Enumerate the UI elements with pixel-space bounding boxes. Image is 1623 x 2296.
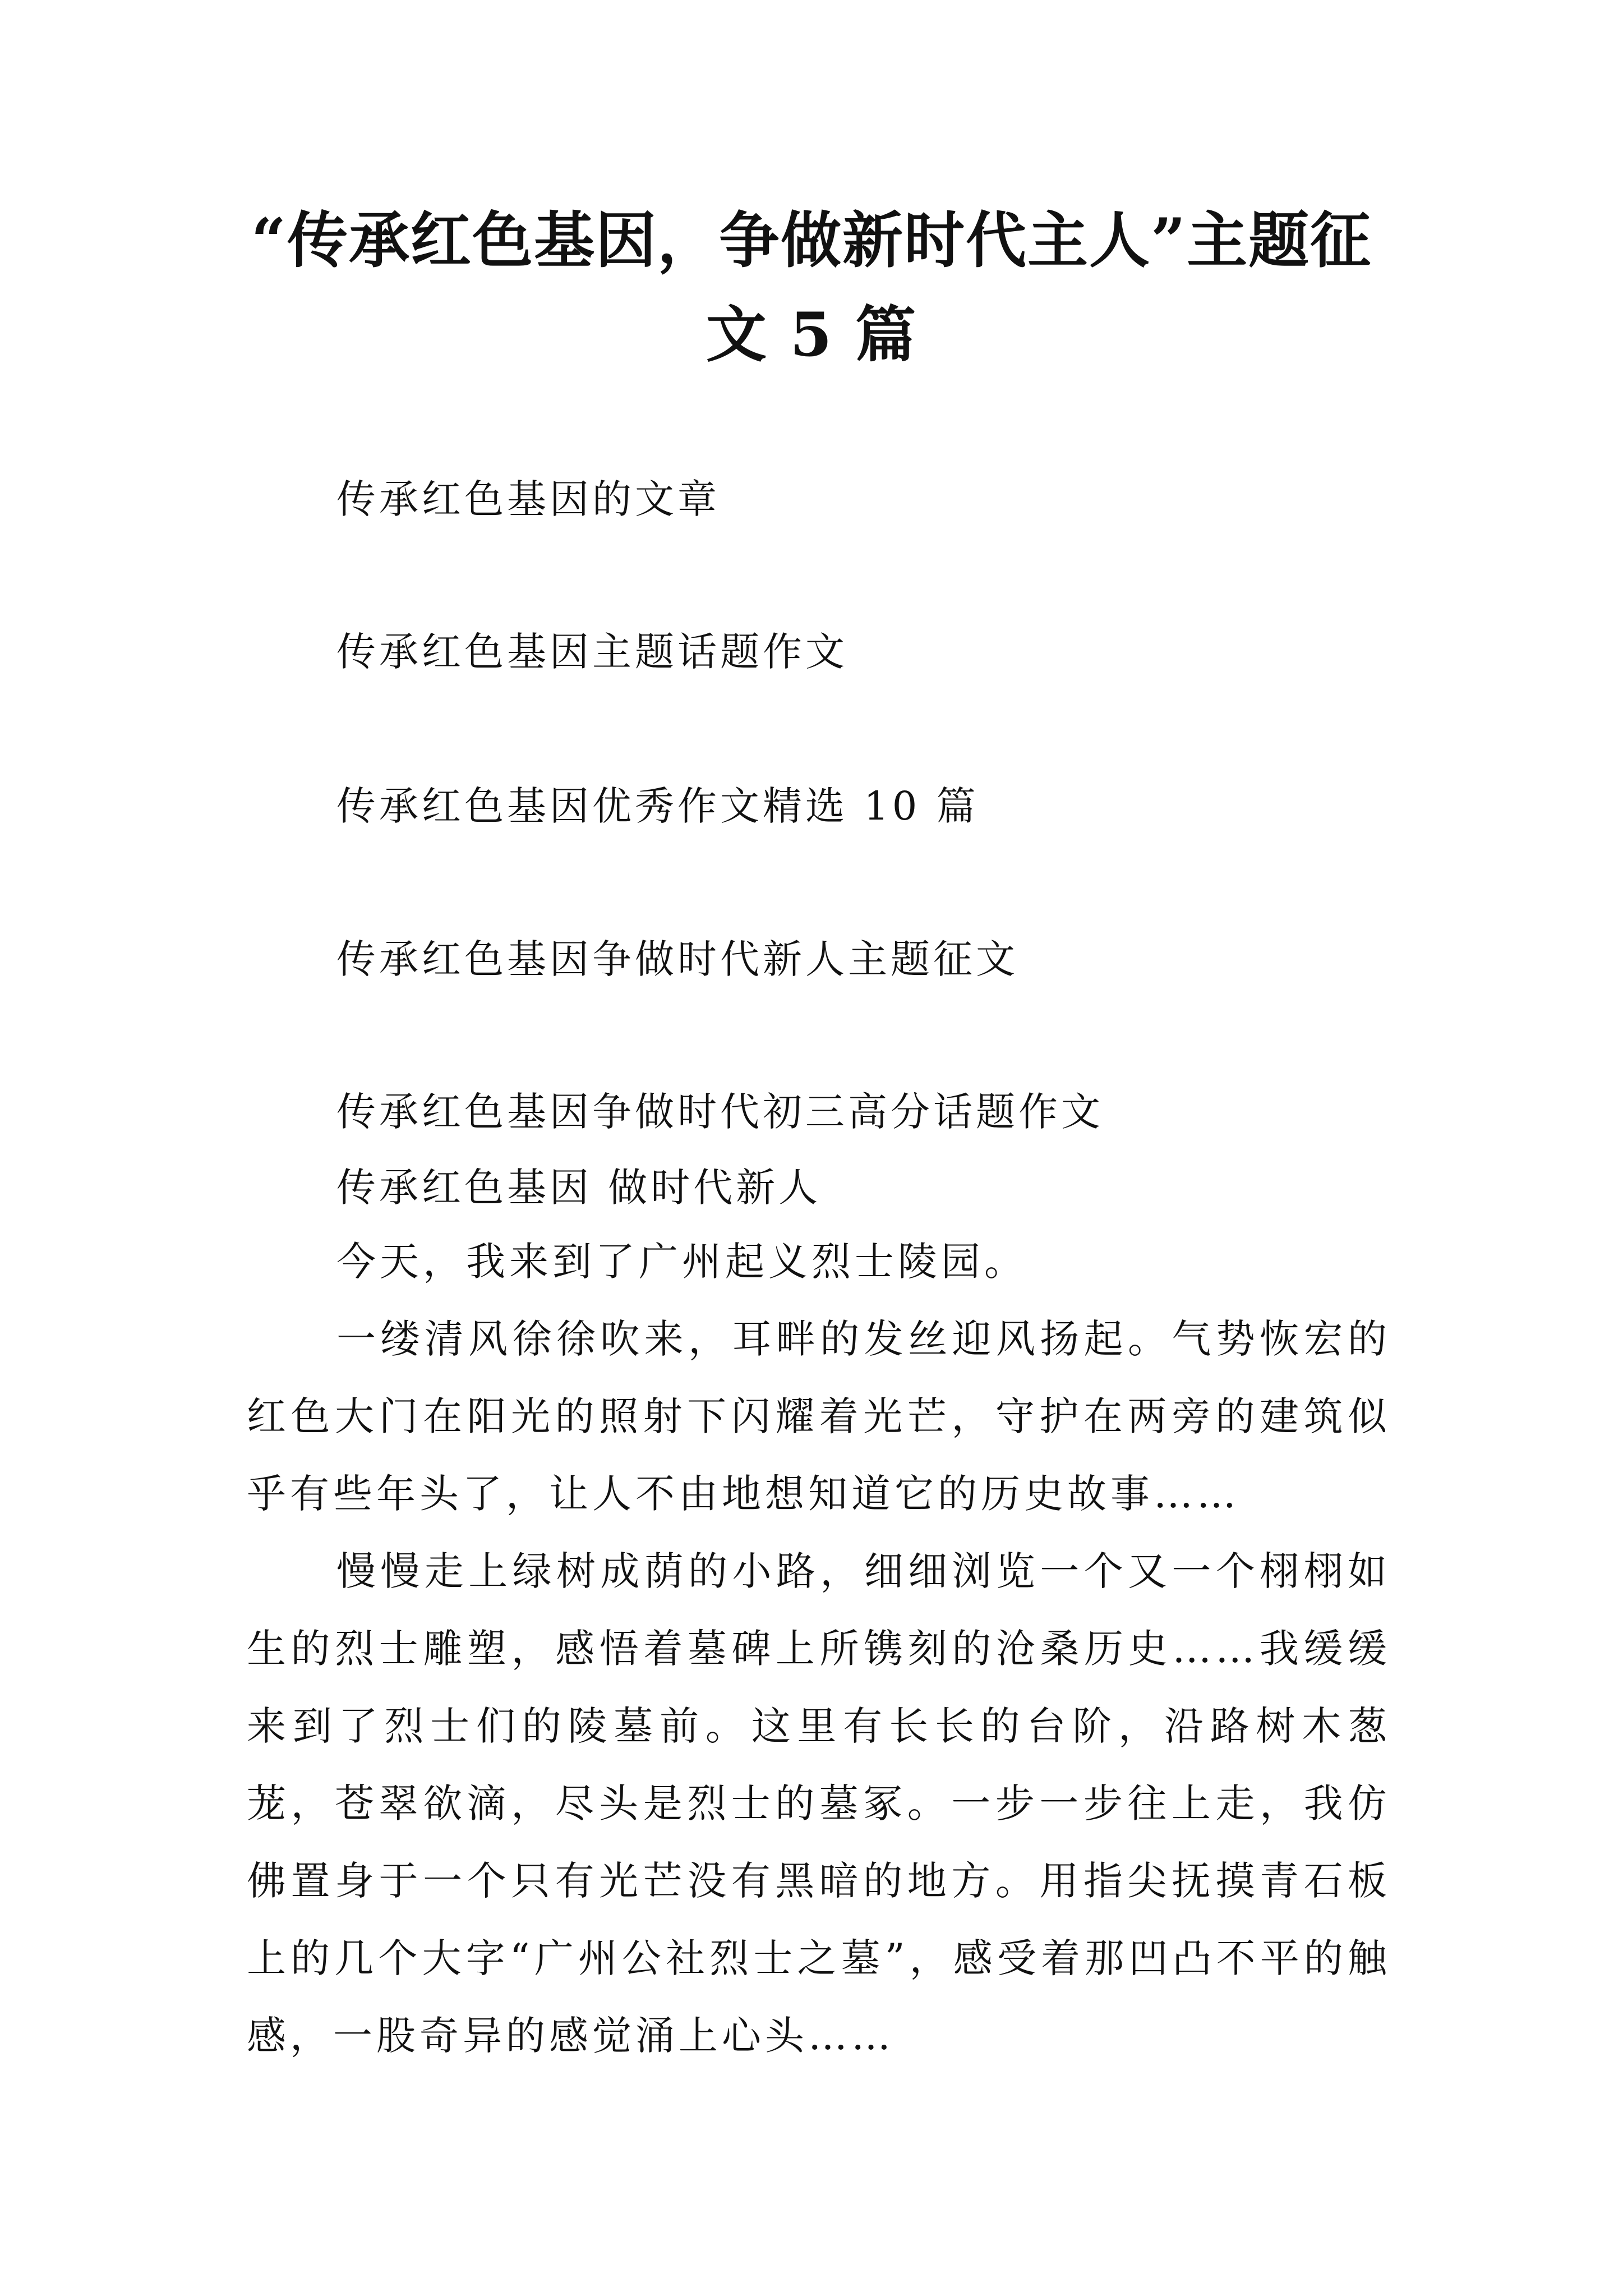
related-article-link-3[interactable]: 传承红色基因优秀作文精选 10 篇 [336, 783, 979, 829]
article-paragraph-2: 一缕清风徐徐吹来，耳畔的发丝迎风扬起。气势恢宏的红色大门在阳光的照射下闪耀着光芒，守护在两旁的建筑似乎有些年头了，让人不由地想知道它的历史故事…… [247, 1316, 1391, 1517]
article-paragraph-3: 慢慢走上绿树成荫的小路，细细浏览一个又一个栩栩如生的烈士雕塑，感悟着墓碑上所镌刻的沧桑历史……我缓缓来到了烈士们的陵墓前。这里有长长的台阶，沿路树木葱茏，苍翠欲滴，尽头是烈士的墓冢。一步一步往上走，我仿佛置身于一个只有光芒没有黑暗的地方。用指尖抚摸青石板上的几个大字“广州公社烈士之墓”，感受着那凹凸不平的触感，一股奇异的感觉涌上心头…… [247, 1548, 1391, 2059]
related-article-link-1[interactable]: 传承红色基因的文章 [336, 476, 720, 522]
title-line-2: 文 5 篇 [706, 300, 917, 370]
article-paragraph-1: 今天，我来到了广州起义烈士陵园。 [336, 1239, 1027, 1285]
related-article-link-2[interactable]: 传承红色基因主题话题作文 [336, 629, 848, 675]
title-line-1: “传承红色基因，争做新时代主人”主题征 [251, 205, 1372, 276]
article-title: 传承红色基因 做时代新人 [336, 1165, 822, 1211]
document-title [247, 194, 1376, 382]
related-article-link-5[interactable]: 传承红色基因争做时代初三高分话题作文 [336, 1089, 1104, 1135]
related-article-link-4[interactable]: 传承红色基因争做时代新人主题征文 [336, 936, 1018, 982]
